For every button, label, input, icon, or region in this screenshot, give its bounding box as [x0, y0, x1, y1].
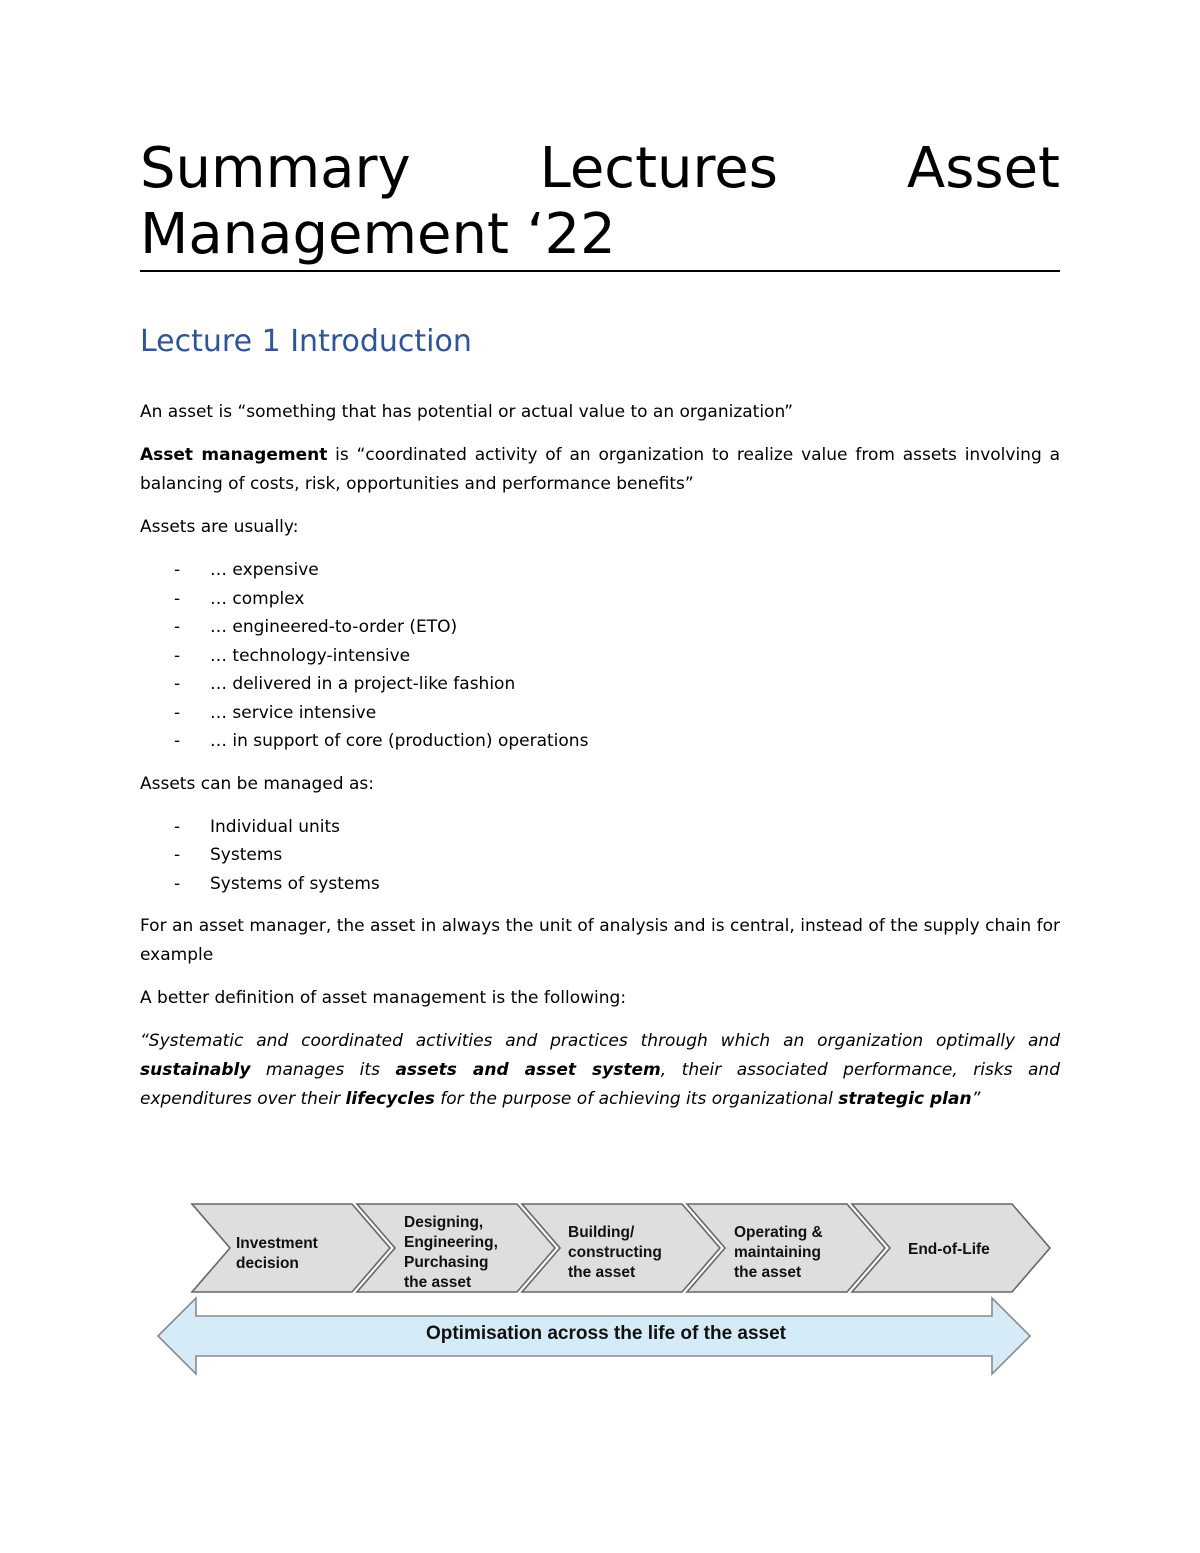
lifecycle-stage-label-line: the asset — [734, 1264, 802, 1281]
title-word-asset: Asset — [906, 136, 1060, 201]
lifecycle-stage-label — [236, 1234, 318, 1274]
list-item: - … delivered in a project-like fashion — [140, 670, 1060, 699]
lifecycle-stage-label — [404, 1213, 498, 1293]
quote-emphasis: assets and asset system — [395, 1060, 661, 1080]
asset-definition: An asset is “something that has potential or actual value to an organization” — [140, 402, 794, 422]
lifecycle-stage-label-line: Engineering, — [404, 1234, 498, 1251]
quote-text: ” — [971, 1089, 981, 1109]
quote-text: “Systematic and coordinated activities and practices through which an organization optimally and — [140, 1031, 1060, 1051]
quote-text: manages its — [250, 1060, 396, 1080]
asset-management-definition — [140, 441, 1060, 499]
title-line-2: Management ‘22 — [140, 202, 616, 267]
title-word-lectures: Lectures — [539, 136, 778, 201]
assets-usually-intro: Assets are usually: — [140, 517, 299, 537]
lifecycle-diagram — [150, 1198, 1062, 1378]
am-definition-text: is “coordinated activity of an organization to realize value from assets involving a balancing of costs, risk, opportunities and performance benefits” — [140, 445, 1061, 494]
better-definition-quote — [140, 1027, 1060, 1114]
title-line-1 — [140, 136, 1060, 202]
unit-of-analysis: For an asset manager, the asset in always the unit of analysis and is central, instead of the supply chain for example — [140, 916, 1060, 965]
lifecycle-stage-label-line: Building/ — [568, 1224, 635, 1241]
lifecycle-stage-label-line: decision — [236, 1255, 299, 1272]
lifecycle-stage-label-line: maintaining — [734, 1244, 821, 1261]
managed-as-intro: Assets can be managed as: — [140, 773, 374, 794]
optimisation-banner-label: Optimisation across the life of the asset — [425, 1323, 787, 1344]
title-word-summary: Summary — [140, 136, 411, 201]
list-item: - … technology-intensive — [140, 642, 1060, 671]
lifecycle-stage-label-line: Purchasing — [404, 1254, 489, 1271]
quote-emphasis: lifecycles — [345, 1089, 435, 1109]
lifecycle-stage-label-line: the asset — [568, 1264, 636, 1281]
assets-usually-list — [140, 556, 1060, 756]
document-title — [140, 136, 1060, 272]
quote-emphasis: sustainably — [140, 1060, 251, 1080]
lifecycle-stage-label-line: Designing, — [404, 1214, 484, 1231]
list-item: - Systems — [140, 841, 1060, 870]
managed-as-list — [140, 813, 1060, 899]
lifecycle-stage-label-line: End-of-Life — [908, 1241, 990, 1258]
lifecycle-stage-label — [908, 1240, 990, 1260]
list-item: - … expensive — [140, 556, 1060, 585]
am-term: Asset management — [140, 445, 328, 465]
list-item: - Individual units — [140, 813, 1060, 842]
section-heading: Lecture 1 Introduction — [140, 324, 472, 359]
list-item: - … in support of core (production) operations — [140, 727, 1060, 756]
lifecycle-stage-label-line: the asset — [404, 1274, 472, 1291]
lifecycle-stage-label-line: constructing — [568, 1244, 662, 1261]
lifecycle-stage-label — [734, 1223, 823, 1283]
quote-emphasis: strategic plan — [838, 1089, 972, 1109]
list-item: - Systems of systems — [140, 870, 1060, 899]
lifecycle-stage-label-line: Operating & — [734, 1224, 823, 1241]
list-item: - … service intensive — [140, 699, 1060, 728]
list-item: - … engineered-to-order (ETO) — [140, 613, 1060, 642]
quote-text: for the purpose of achieving its organizational — [434, 1089, 839, 1109]
list-item: - … complex — [140, 585, 1060, 614]
lifecycle-stage-label-line: Investment — [236, 1235, 318, 1252]
document-body — [140, 136, 1060, 1114]
quote-text: , their associated performance, risks and expenditures over their — [140, 1060, 1060, 1109]
better-definition-intro: A better definition of asset management is the following: — [140, 988, 627, 1008]
lifecycle-stage-label — [568, 1223, 662, 1283]
